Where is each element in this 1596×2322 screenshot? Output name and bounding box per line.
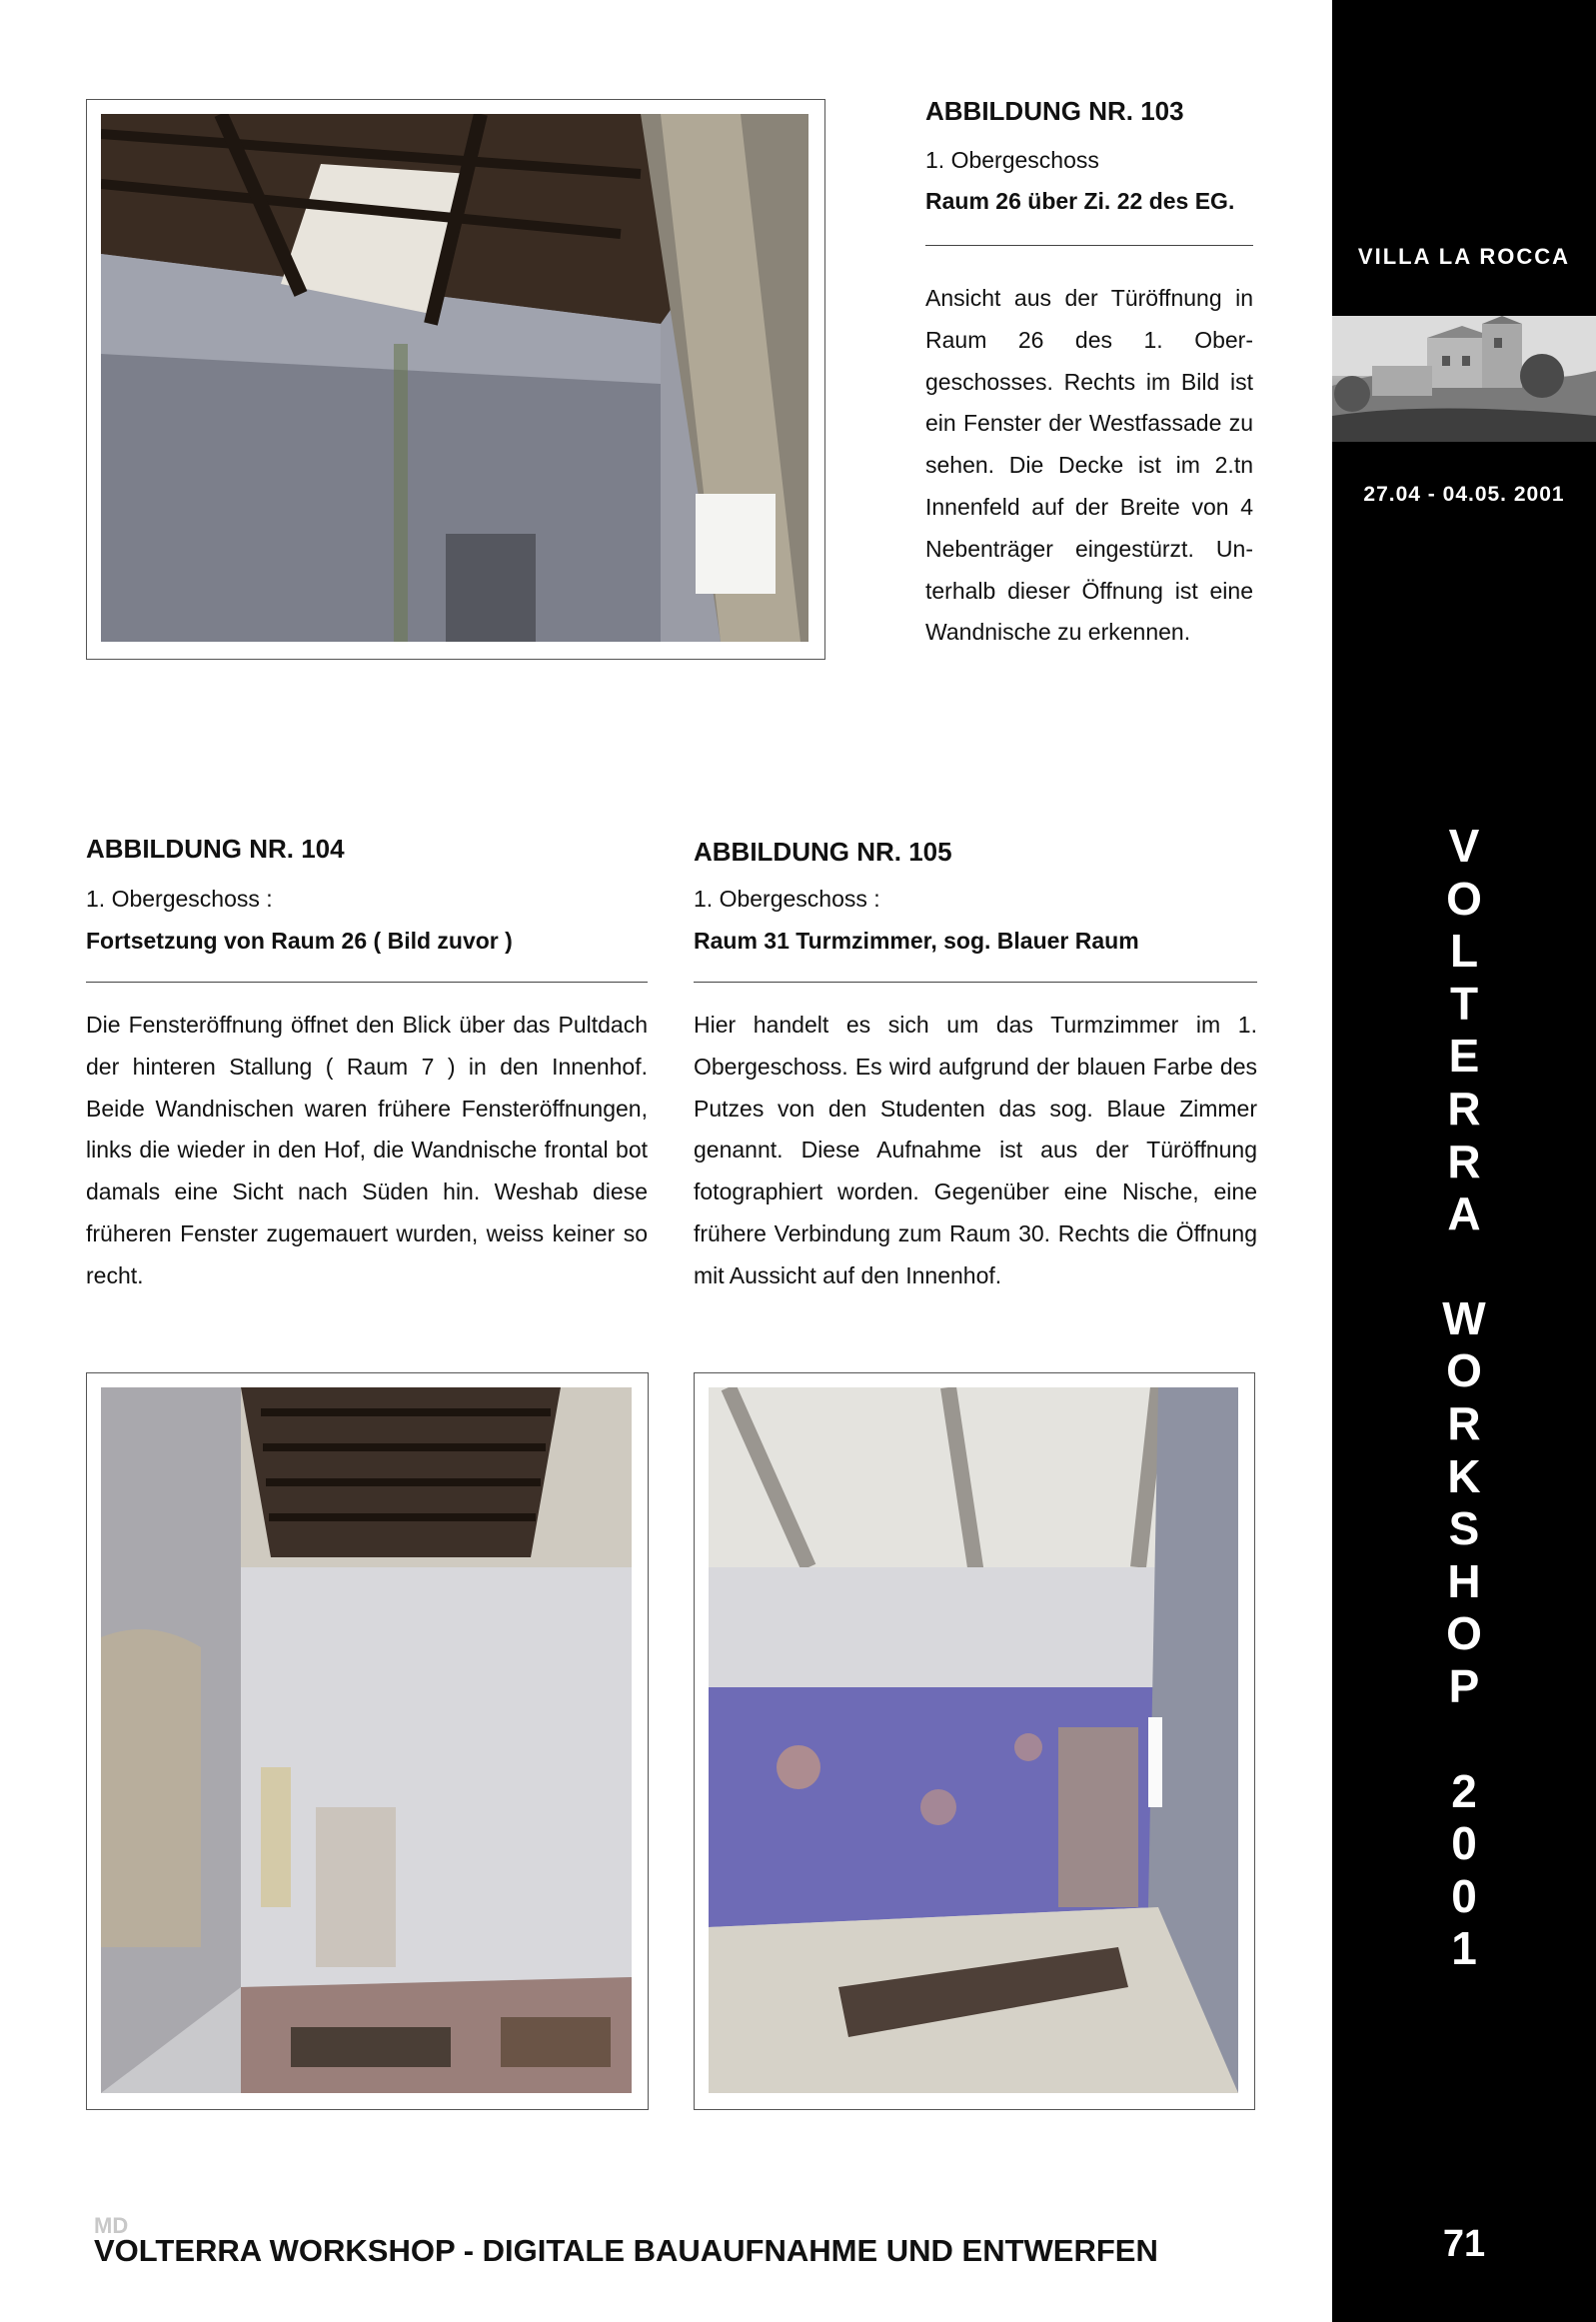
vertical-letter: S <box>1448 1502 1480 1555</box>
figure-105-title: ABBILDUNG NR. 105 <box>694 837 952 867</box>
vertical-letter: R <box>1447 1135 1481 1187</box>
figure-105-room: Raum 31 Turmzimmer, sog. Blauer Raum <box>694 928 1139 954</box>
figure-103-photo <box>101 114 808 642</box>
figure-103-title: ABBILDUNG NR. 103 <box>925 96 1184 126</box>
figure-104-photo <box>101 1387 632 2093</box>
figure-105-photo-frame <box>694 1372 1255 2110</box>
room-interior-image <box>709 1387 1238 2093</box>
figure-105-description: Hier handelt es sich um das Turmzimmer im 1. Obergeschoss. Es wird aufgrund der blauen Farbe des Putzes von den Studenten das sog. Blaue Zimmer genannt. Diese Aufnahme ist aus der Türöffnung fotographiert worden. Gegenüber eine Nische, eine frühere Verbindung zum Raum 30. Rechts die Öffnung mit Aussicht auf den Innenhof. <box>694 1012 1257 1288</box>
figure-104-floor: 1. Obergeschoss : <box>86 886 273 912</box>
vertical-letter: L <box>1449 925 1479 978</box>
vertical-letter: A <box>1447 1187 1481 1240</box>
figure-103-room: Raum 26 über Zi. 22 des EG. <box>925 188 1235 214</box>
figure-103-floor: 1. Obergeschoss <box>925 147 1099 173</box>
room-interior-image <box>101 1387 632 2093</box>
figure-104-title: ABBILDUNG NR. 104 <box>86 834 345 864</box>
vertical-spacer <box>1332 1240 1596 1292</box>
villa-thumbnail-photo <box>1332 316 1596 442</box>
figure-105-floor: 1. Obergeschoss : <box>694 886 880 912</box>
vertical-letter: R <box>1447 1082 1481 1135</box>
footer-title: VOLTERRA WORKSHOP - DIGITALE BAUAUFNAHME UND ENTWERFEN <box>94 2233 1158 2268</box>
vertical-letter: O <box>1446 1607 1482 1660</box>
figure-103-divider <box>925 245 1253 246</box>
project-title: VILLA LA ROCCA <box>1357 244 1571 269</box>
figure-105-photo <box>709 1387 1238 2093</box>
vertical-letter: 2 <box>1451 1764 1477 1817</box>
vertical-workshop-title <box>1332 820 1596 1975</box>
page-number: 71 <box>1442 2223 1486 2265</box>
sidebar <box>1332 0 1596 2322</box>
vertical-letter: 0 <box>1451 1817 1477 1870</box>
vertical-letter: H <box>1447 1554 1481 1607</box>
vertical-letter: O <box>1446 872 1482 925</box>
vertical-letter: 1 <box>1451 1922 1477 1975</box>
vertical-letter: V <box>1448 820 1480 872</box>
vertical-letter: T <box>1449 977 1479 1030</box>
author-initials: MD <box>94 2213 129 2238</box>
vertical-spacer <box>1332 1713 1596 1765</box>
vertical-letter: 0 <box>1451 1869 1477 1922</box>
figure-103-description: Ansicht aus der Türöffnung in Raum 26 des 1. Ober-geschosses. Rechts im Bild ist ein Fenster der Westfassade zu sehen. Die Decke ist im 2.tn Innenfeld auf der Breite von 4 Nebenträger eingestürzt. Un-terhalb dieser Öffnung ist eine Wandnische zu erkennen. <box>925 285 1253 646</box>
figure-103-photo-frame <box>86 99 825 660</box>
vertical-letter: K <box>1447 1449 1481 1502</box>
figure-104-divider <box>86 982 648 983</box>
workshop-dates: 27.04 - 04.05. 2001 <box>1363 483 1565 506</box>
room-interior-image <box>101 114 808 642</box>
vertical-letter: O <box>1446 1344 1482 1397</box>
vertical-letter: P <box>1448 1659 1480 1712</box>
figure-105-divider <box>694 982 1257 983</box>
villa-landscape-image <box>1332 316 1596 442</box>
vertical-letter: R <box>1447 1396 1481 1449</box>
figure-104-description: Die Fensteröffnung öffnet den Blick über das Pultdach der hinteren Stallung ( Raum 7 ) in den Innenhof. Beide Wandnischen waren frühere Fensteröffnungen, links die wieder in den Hof, die Wandnische frontal bot damals eine Sicht nach Süden hin. Weshab diese früheren Fenster zugemauert wurden, weiss keiner so recht. <box>86 1012 648 1288</box>
vertical-letter: E <box>1448 1030 1480 1083</box>
figure-104-photo-frame <box>86 1372 649 2110</box>
figure-104-room: Fortsetzung von Raum 26 ( Bild zuvor ) <box>86 928 513 954</box>
vertical-letter: W <box>1442 1291 1486 1344</box>
